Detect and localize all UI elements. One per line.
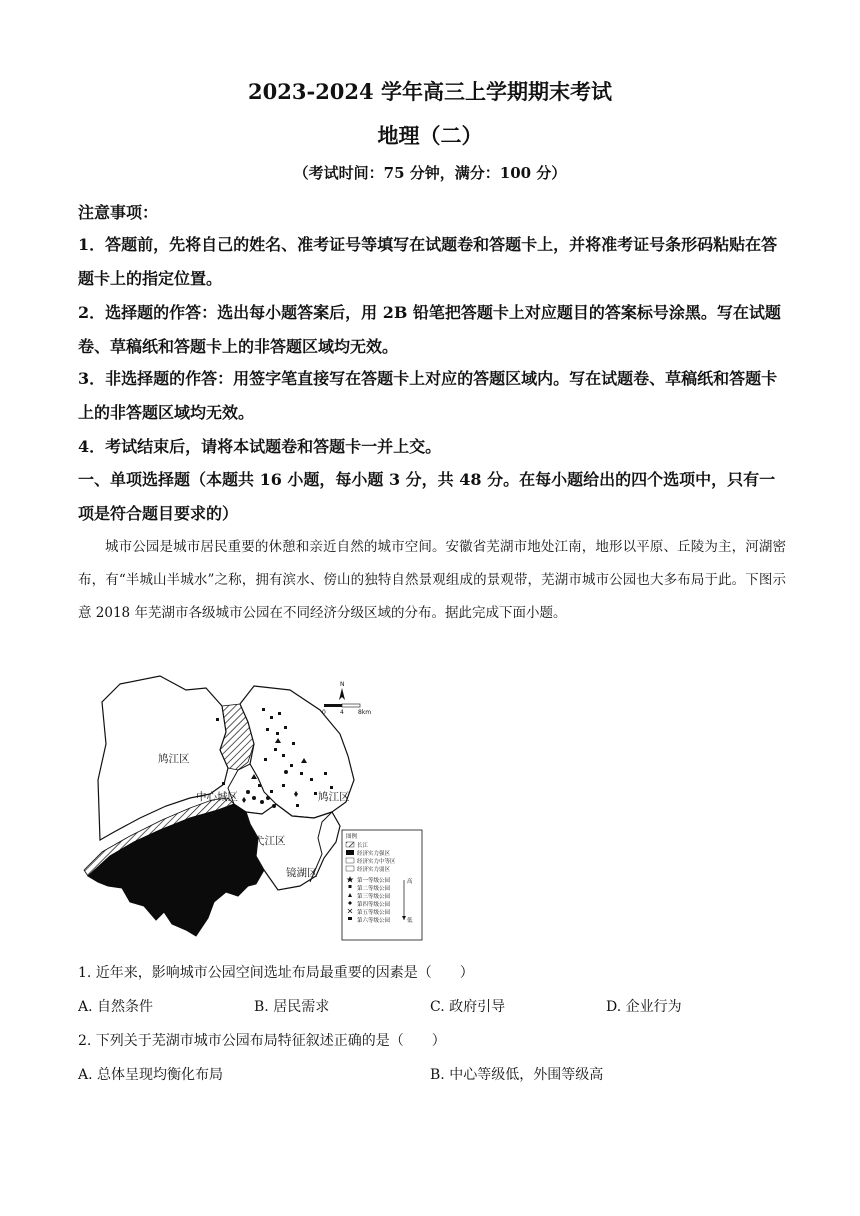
map-label-yijiang: 弋江区 [254,835,286,847]
question-1-option-b[interactable]: B. 居民需求 [254,999,330,1015]
map-label-jinghu: 镜湖区 [286,867,318,879]
legend-high: 高 [407,879,413,885]
north-arrow-icon [339,681,345,700]
legend-item-level-4: 第四等级公园 [357,902,391,908]
question-2-option-b[interactable]: B. 中心等级低，外围等级高 [430,1067,604,1083]
map-label-jiujiang-east: 鸠江区 [318,791,350,803]
legend-item-level-1: 第一等级公园 [357,878,391,884]
legend-item-strong: 经济实力强区 [357,851,391,857]
question-1-option-a[interactable]: A. 自然条件 [78,999,154,1015]
question-2-option-a[interactable]: A. 总体呈现均衡化布局 [78,1067,224,1083]
map-label-jiujiang-west: 鸠江区 [158,753,190,765]
exam-title: 2023-2024 学年高三上学期期末考试 [248,79,612,104]
legend-item-river: 长江 [357,843,369,849]
legend-item-level-3: 第三等级公园 [357,894,391,900]
legend-item-level-6: 第六等级公园 [357,918,391,924]
map-label-center: 中心城区 [196,791,238,803]
legend-low: 低 [407,918,413,924]
map-scale-bar [322,704,371,716]
question-2-stem: 2. 下列关于芜湖市城市公园布局特征叙述正确的是（ ） [78,1033,446,1049]
map-legend [342,830,422,940]
section-heading: 一、单项选择题（本题共 16 小题，每小题 3 分，共 48 分。在每小题给出的四个选项中，只有一项是符合题目要求的） [78,470,776,523]
question-1-option-d[interactable]: D. 企业行为 [606,999,682,1015]
question-1-option-c[interactable]: C. 政府引导 [430,999,506,1015]
park-distribution-map [78,672,423,942]
legend-item-level-2: 第二等级公园 [357,886,391,892]
legend-item-level-5: 第五等级公园 [357,910,391,916]
exam-subject: 地理（二） [377,123,483,148]
material-paragraph: 城市公园是城市居民重要的休憩和亲近自然的城市空间。安徽省芜湖市地处江南，地形以平原、丘陵为主，河湖密布，有“半城山半城水”之称，拥有滨水、傍山的独特自然景观组成的景观带，芜湖市城市公园也大多布局于此。下图示意 2018 年芜湖市各级城市公园在不同经济分级区域的分布。据此完成下面小题。 [78,539,786,621]
svg-text:0: 0 [322,709,326,716]
notice-heading: 注意事项： [78,203,159,222]
notice-item-4: 4．考试结束后，请将本试题卷和答题卡一并上交。 [78,437,442,456]
notice-item-2: 2．选择题的作答：选出每小题答案后，用 2B 铅笔把答题卡上对应题目的答案标号涂黑。写在试题卷、草稿纸和答题卡上的非答题区域均无效。 [78,303,781,356]
legend-item-weak: 经济实力弱区 [357,867,391,873]
exam-duration-info: （考试时间：75 分钟，满分：100 分） [293,164,567,182]
svg-text:N: N [340,681,345,688]
legend-title: 图例 [346,834,358,840]
legend-item-moderate: 经济实力中等区 [357,859,396,865]
question-1-stem: 1. 近年来，影响城市公园空间选址布局最重要的因素是（ ） [78,965,474,981]
svg-text:8km: 8km [358,709,372,716]
svg-text:4: 4 [340,709,344,716]
notice-item-3: 3．非选择题的作答：用签字笔直接写在答题卡上对应的答题区域内。写在试题卷、草稿纸和答题卡上的非答题区域均无效。 [78,369,778,422]
notice-item-1: 1．答题前，先将自己的姓名、准考证号等填写在试题卷和答题卡上，并将准考证号条形码粘贴在答题卡上的指定位置。 [78,235,778,288]
